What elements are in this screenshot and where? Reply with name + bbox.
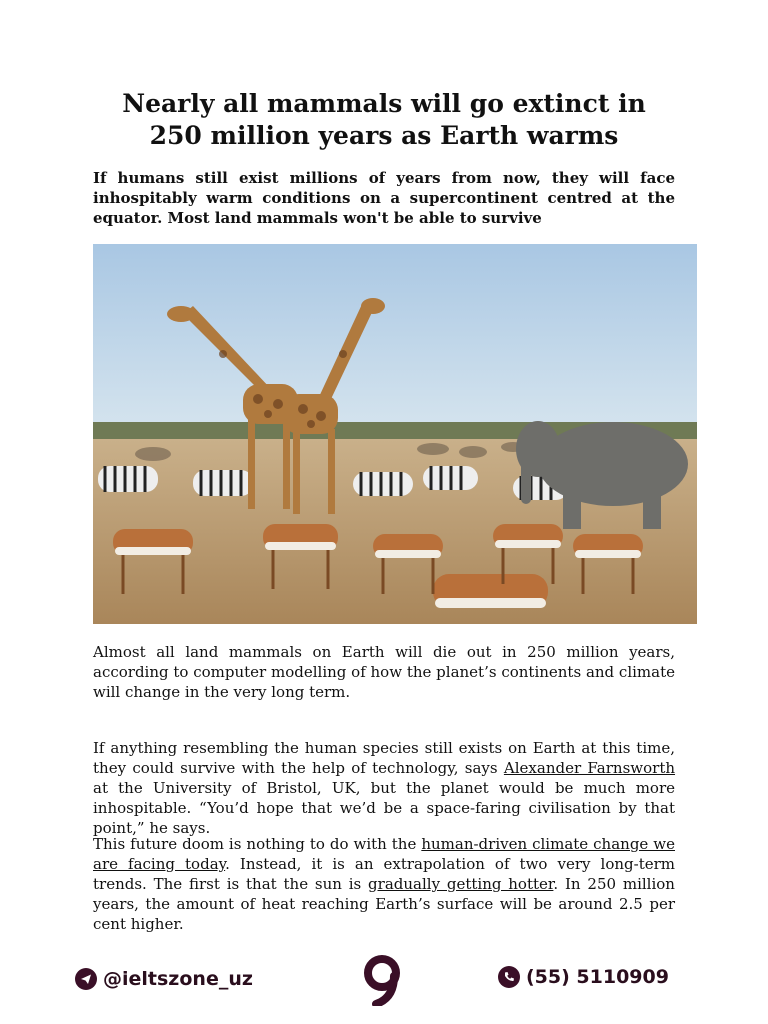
paragraph-3-text-a: This future doom is nothing to do with the bbox=[93, 835, 422, 853]
paragraph-3-text-b: . Instead, it is an extrapolation of two very long-term trends. The first is that the sun is bbox=[93, 855, 675, 893]
sun-hotter-link[interactable]: gradually getting hotter bbox=[368, 875, 554, 893]
paragraph-3-text-c: . In 250 million years, the amount of heat reaching Earth’s surface will be around 2.5 per cent higher. bbox=[93, 875, 675, 933]
alexander-farnsworth-link[interactable]: Alexander Farnsworth bbox=[503, 759, 676, 777]
article-title: Nearly all mammals will go extinct in 250 million years as Earth warms bbox=[122, 89, 646, 150]
ieltszone-logo-icon bbox=[360, 954, 404, 1006]
paragraph-2 bbox=[93, 738, 675, 838]
handle-text: @ieltszone_uz bbox=[103, 968, 253, 990]
footer bbox=[0, 950, 768, 1010]
phone-number[interactable] bbox=[498, 966, 669, 988]
telegram-handle[interactable] bbox=[75, 968, 253, 990]
paragraph-1: Almost all land mammals on Earth will die out in 250 million years, according to computer modelling of how the planet’s continents and climate will change in the very long term. bbox=[93, 643, 675, 701]
paragraph-2-text-b: at the University of Bristol, UK, but the planet would be much more inhospitable. “You’d hope that we’d be a space-faring civilisation by that point,” he says. bbox=[93, 779, 675, 837]
phone-text: (55) 5110909 bbox=[526, 966, 669, 988]
climate-change-link[interactable]: human-driven climate change we are facing today bbox=[93, 835, 675, 873]
paragraph-3 bbox=[93, 834, 675, 934]
savanna-animals-photo bbox=[93, 244, 697, 624]
article-subtitle: If humans still exist millions of years from now, they will face inhospitably warm conditions on a supercontinent centred at the equator. Most land mammals won't be able to survive bbox=[93, 169, 675, 227]
telegram-icon bbox=[75, 968, 97, 990]
phone-icon bbox=[498, 966, 520, 988]
paragraph-2-text-a: If anything resembling the human species still exists on Earth at this time, they could survive with the help of technology, says bbox=[93, 739, 675, 777]
